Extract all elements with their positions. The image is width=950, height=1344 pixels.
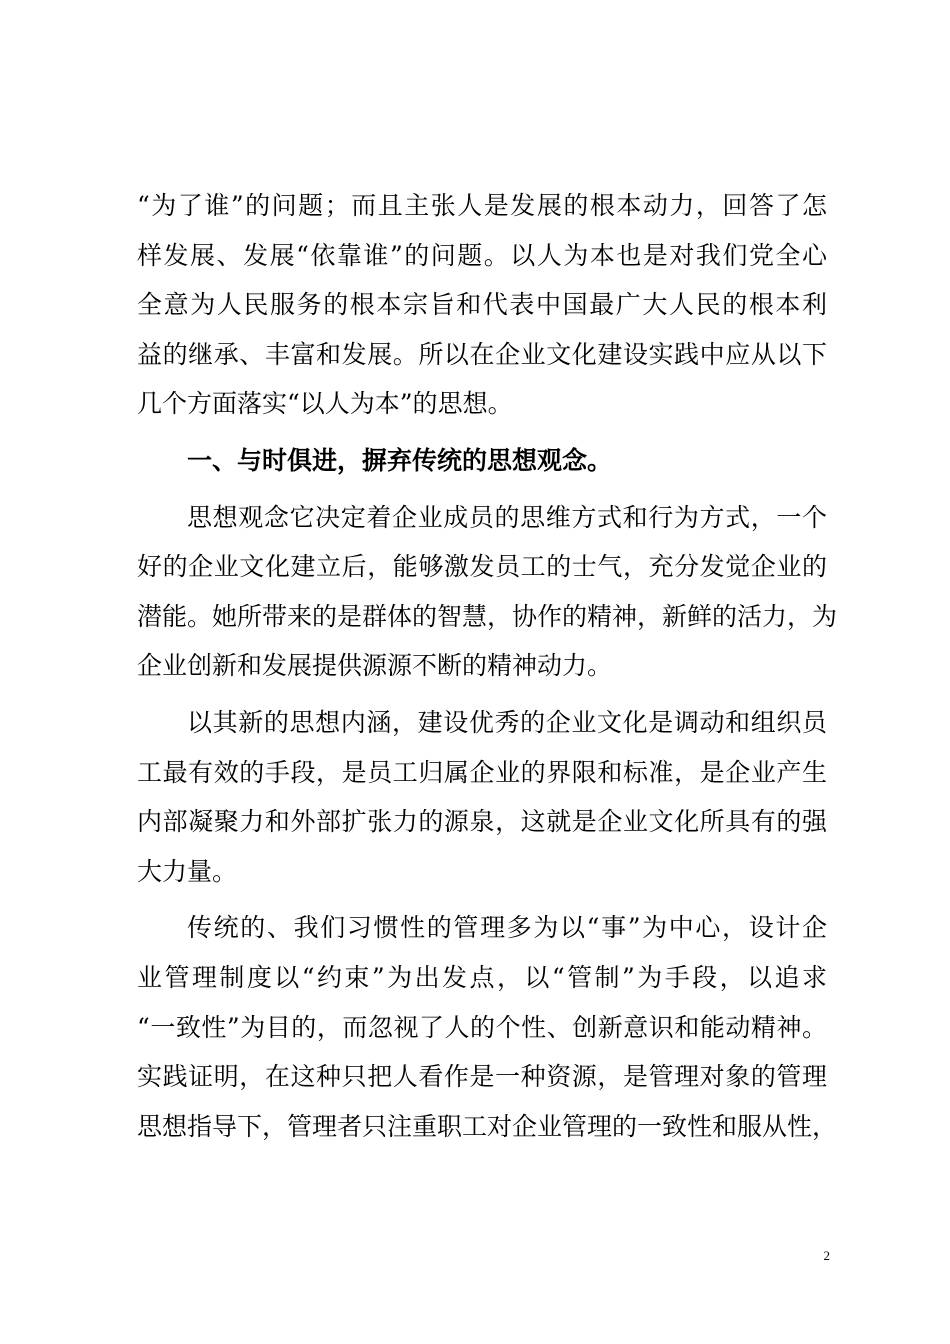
text-line: 潜能。她所带来的是群体的智慧，协作的精神，新鲜的活力，为 — [137, 601, 838, 631]
text-line: 思想观念它决定着企业成员的思维方式和行为方式，一个 — [187, 502, 827, 532]
text-line: 传统的、我们习惯性的管理多为以“事”为中心，设计企 — [187, 913, 827, 943]
text-line: “一致性”为目的，而忽视了人的个性、创新意识和能动精神。 — [137, 1012, 827, 1042]
paragraph-gap — [137, 486, 827, 493]
paragraph-gap — [137, 896, 827, 903]
text-line: “为了谁”的问题；而且主张人是发展的根本动力，回答了怎 — [137, 191, 827, 220]
text-line: 企业创新和发展提供源源不断的精神动力。 — [137, 651, 613, 681]
text-line: 几个方面落实“以人为本”的思想。 — [137, 389, 513, 419]
page-number: 2 — [823, 1248, 830, 1263]
paragraph-gap — [137, 691, 827, 698]
text-line: 业管理制度以“约束”为出发点，以“管制”为手段，以追求 — [137, 962, 827, 992]
text-line: 思想指导下，管理者只注重职工对企业管理的一致性和服从性， — [137, 1111, 838, 1141]
text-line: 内部凝聚力和外部扩张力的源泉，这就是企业文化所具有的强 — [137, 807, 827, 837]
paragraph-gap — [137, 429, 827, 436]
text-line: 全意为人民服务的根本宗旨和代表中国最广大人民的根本利 — [137, 290, 827, 320]
section-heading: 一、与时俱进，摒弃传统的思想观念。 — [187, 445, 613, 475]
text-line: 样发展、发展“依靠谁”的问题。以人为本也是对我们党全心 — [137, 240, 827, 270]
text-line: 益的继承、丰富和发展。所以在企业文化建设实践中应从以下 — [137, 339, 827, 369]
text-line: 好的企业文化建立后，能够激发员工的士气，充分发觉企业的 — [137, 552, 827, 582]
text-line: 实践证明，在这种只把人看作是一种资源，是管理对象的管理 — [137, 1062, 827, 1092]
text-line: 工最有效的手段，是员工归属企业的界限和标准，是企业产生 — [137, 757, 827, 787]
text-line: 大力量。 — [137, 856, 238, 886]
text-line: 以其新的思想内涵，建设优秀的企业文化是调动和组织员 — [187, 707, 827, 737]
document-body — [137, 181, 838, 1151]
